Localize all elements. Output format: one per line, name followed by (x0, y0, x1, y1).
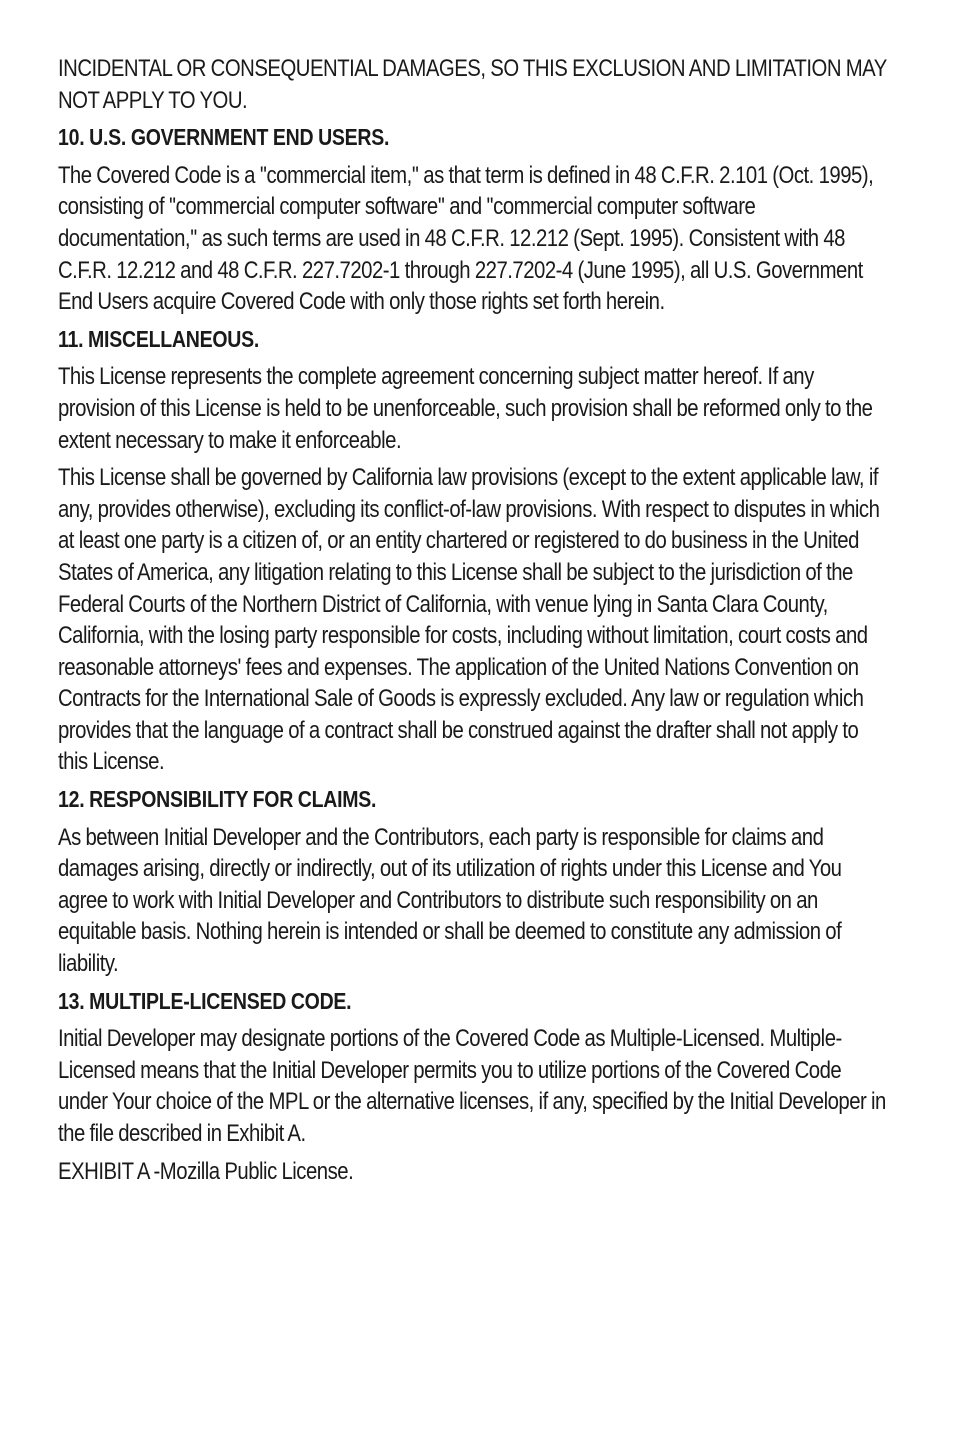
section-12-heading: 12. RESPONSIBILITY FOR CLAIMS. (58, 786, 377, 813)
section-10-body: The Covered Code is a ''commercial item,'' as that term is defined in 48 C.F.R. 2.101 (Oct. 1995), consisting of ''commercial computer software'' and ''commercial computer software documentation,'' as such terms are used in 48 C.F.R. 12.212 (Sept. 1995). Consistent with 48 C.F.R. 12.212 and 48 C.F.R. 227.7202-1 through 227.7202-4 (June 1995), all U.S. Government End Users acquire Covered Code with only those rights set forth herein. (58, 161, 874, 316)
section-13-heading: 13. MULTIPLE-LICENSED CODE. (58, 987, 352, 1014)
section-13-body: Initial Developer may designate portions of the Covered Code as Multiple-Licensed. Multiple-Licensed means that the Initial Developer permits you to utilize portions of the Covered Code under Your choice of the MPL or the alternative licenses, if any, specified by the Initial Developer in the file described in Exhibit A. (58, 1025, 886, 1147)
document-page (58, 53, 888, 1193)
section-11-body-2: This License shall be governed by California law provisions (except to the extent applicable law, if any, provides otherwise), excluding its conflict-of-law provisions. With respect to disputes in which at least one party is a citizen of, or an entity chartered or registered to do business in the United States of America, any litigation relating to this License shall be subject to the jurisdiction of the Federal Courts of the Northern District of California, with venue lying in Santa Clara County, California, with the losing party responsible for costs, including without limitation, court costs and reasonable attorneys' fees and expenses. The application of the United Nations Convention on Contracts for the International Sale of Goods is expressly excluded. Any law or regulation which provides that the language of a contract shall be construed against the drafter shall not apply to this License. (58, 464, 880, 776)
section-10-heading: 10. U.S. GOVERNMENT END USERS. (58, 124, 390, 151)
section-12-body: As between Initial Developer and the Contributors, each party is responsible for claims and damages arising, directly or indirectly, out of its utilization of rights under this License and You agree to work with Initial Developer and Contributors to distribute such responsibility on an equitable basis. Nothing herein is intended or shall be deemed to constitute any admission of liability. (58, 823, 842, 978)
section-11-heading: 11. MISCELLANEOUS. (58, 325, 260, 352)
section-11-body-1: This License represents the complete agreement concerning subject matter hereof. If any provision of this License is held to be unenforceable, such provision shall be reformed only to the extent necessary to make it enforceable. (58, 363, 873, 454)
exhibit-a-line: EXHIBIT A -Mozilla Public License. (58, 1157, 354, 1185)
intro-paragraph: INCIDENTAL OR CONSEQUENTIAL DAMAGES, SO THIS EXCLUSION AND LIMITATION MAY NOT APPLY TO YOU. (58, 55, 887, 114)
